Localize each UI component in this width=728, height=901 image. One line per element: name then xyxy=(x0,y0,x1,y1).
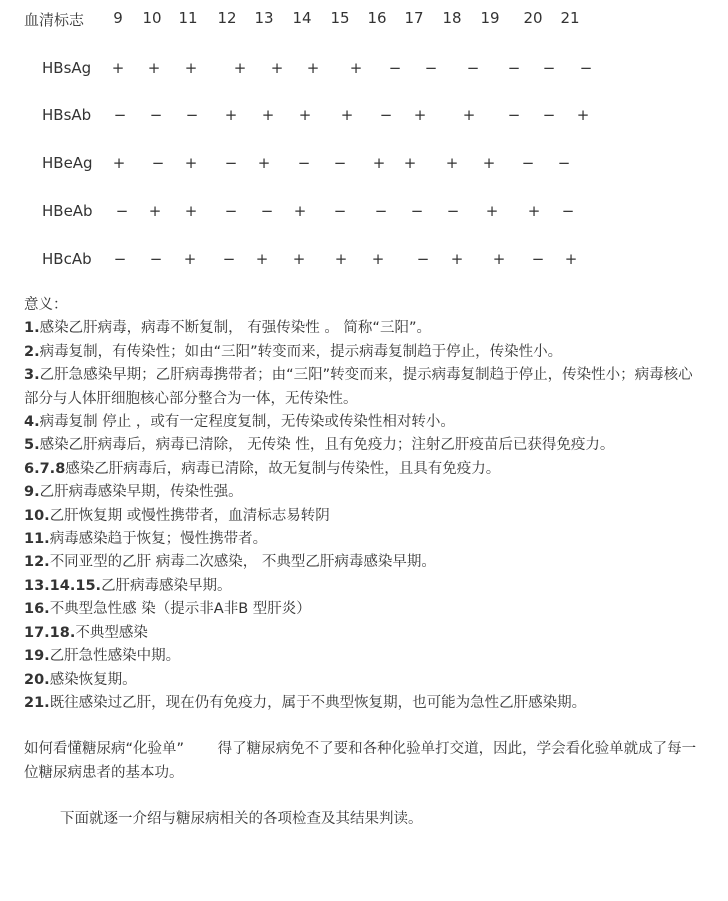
table-cell: − xyxy=(224,154,238,172)
table-cell: − xyxy=(224,202,238,220)
column-header: 10 xyxy=(142,9,162,27)
item-number: 11. xyxy=(24,531,50,548)
table-cell: − xyxy=(557,154,571,172)
table-cell: + xyxy=(403,154,417,172)
item-text: 乙肝病毒感染早期，传染性强。 xyxy=(39,484,243,501)
item-text: 不典型感染 xyxy=(75,624,148,641)
table-cell: + xyxy=(293,202,307,220)
item-number: 4. xyxy=(24,414,40,431)
row-label: HBeAb xyxy=(42,202,93,220)
item-text: 乙肝病毒感染早期。 xyxy=(101,577,232,594)
column-header: 17 xyxy=(404,9,424,27)
item-text: 乙肝恢复期 或慢性携带者，血清标志易转阴 xyxy=(49,507,330,524)
list-item xyxy=(24,692,704,715)
table-cell: − xyxy=(333,154,347,172)
table-cell: + xyxy=(298,106,312,124)
item-number: 16. xyxy=(24,601,50,618)
meaning-list xyxy=(24,317,704,715)
table-cell: − xyxy=(531,250,545,268)
table-cell: − xyxy=(151,154,165,172)
row-label: HBsAb xyxy=(42,106,92,124)
item-number: 6.7.8 xyxy=(24,460,66,477)
column-header: 20 xyxy=(523,9,543,27)
table-cell: − xyxy=(115,202,129,220)
table-cell: − xyxy=(333,202,347,220)
list-item xyxy=(24,622,704,645)
list-item xyxy=(24,458,704,481)
item-number: 19. xyxy=(24,648,50,665)
item-text: 乙肝急感染早期；乙肝病毒携带者；由“三阳”转变而来，提示病毒复制趋于停止，传染性小；病毒核心部分与人体肝细胞核心部分整合为一体，无传染性。 xyxy=(24,367,693,407)
item-text: 病毒复制，有传染性；如由“三阳”转变而来，提示病毒复制趋于停止，传染性小。 xyxy=(39,343,563,360)
table-cell: + xyxy=(462,106,476,124)
table-cell: + xyxy=(564,250,578,268)
meaning-title: 意义： xyxy=(24,297,68,313)
table-cell: + xyxy=(111,59,125,77)
item-text: 乙肝急性感染中期。 xyxy=(49,648,181,665)
table-cell: − xyxy=(113,106,127,124)
table-header-label: 血清标志 xyxy=(24,11,85,29)
column-header: 14 xyxy=(292,9,312,27)
table-cell: − xyxy=(222,250,236,268)
table-cell: − xyxy=(446,202,460,220)
table-cell: + xyxy=(445,154,459,172)
table-cell: + xyxy=(257,154,271,172)
table-cell: + xyxy=(255,250,269,268)
list-item xyxy=(24,551,704,574)
item-number: 9. xyxy=(24,484,40,501)
list-item xyxy=(24,528,704,551)
table-cell: − xyxy=(374,202,388,220)
row-label: HBsAg xyxy=(42,59,92,77)
item-text: 感染恢复期。 xyxy=(49,671,137,688)
item-text: 病毒复制 停止 ，或有一定程度复制，无传染或传染性相对转小。 xyxy=(39,414,455,431)
item-number: 12. xyxy=(24,554,50,571)
item-number: 5. xyxy=(24,437,40,454)
table-cell: + xyxy=(485,202,499,220)
table-cell: + xyxy=(147,59,161,77)
row-label: HBeAg xyxy=(42,154,93,172)
item-text: 既往感染过乙肝，现在仍有免疫力，属于不典型恢复期，也可能为急性乙肝感染期。 xyxy=(49,694,587,711)
table-cell: + xyxy=(482,154,496,172)
item-number: 20. xyxy=(24,671,50,688)
table-cell: + xyxy=(306,59,320,77)
table-cell: + xyxy=(334,250,348,268)
meaning-section xyxy=(24,294,704,832)
row-label: HBcAb xyxy=(42,250,92,268)
table-cell: + xyxy=(112,154,126,172)
column-header: 11 xyxy=(178,9,198,27)
table-cell: + xyxy=(184,154,198,172)
column-header: 19 xyxy=(480,9,500,27)
table-cell: − xyxy=(149,250,163,268)
item-number: 13.14.15. xyxy=(24,577,102,594)
table-cell: − xyxy=(379,106,393,124)
table-cell: + xyxy=(148,202,162,220)
diabetes-paragraph: 如何看懂糖尿病“化验单” 得了糖尿病免不了要和各种化验单打交道，因此，学会看化验单就成了每一位糖尿病患者的基本功。 xyxy=(24,741,697,781)
item-number: 10. xyxy=(24,507,50,524)
table-cell: + xyxy=(576,106,590,124)
table-cell: + xyxy=(340,106,354,124)
item-number: 1. xyxy=(24,320,40,337)
list-item xyxy=(24,645,704,668)
table-cell: − xyxy=(424,59,438,77)
table-cell: + xyxy=(372,154,386,172)
column-header: 12 xyxy=(217,9,237,27)
table-cell: − xyxy=(466,59,480,77)
list-item xyxy=(24,341,704,364)
table-cell: − xyxy=(507,106,521,124)
table-cell: − xyxy=(149,106,163,124)
table-cell: + xyxy=(349,59,363,77)
table-cell: − xyxy=(297,154,311,172)
list-item xyxy=(24,317,704,340)
item-text: 不同亚型的乙肝 病毒二次感染， 不典型乙肝病毒感染早期。 xyxy=(49,554,436,571)
column-header: 13 xyxy=(254,9,274,27)
table-cell: − xyxy=(185,106,199,124)
item-number: 21. xyxy=(24,694,50,711)
list-item xyxy=(24,598,704,621)
table-cell: + xyxy=(261,106,275,124)
list-item xyxy=(24,481,704,504)
table-cell: + xyxy=(184,202,198,220)
column-header: 9 xyxy=(113,9,123,27)
item-text: 感染乙肝病毒后，病毒已清除， 无传染 性，且有免疫力；注射乙肝疫苗后已获得免疫力。 xyxy=(39,437,615,454)
table-cell: + xyxy=(492,250,506,268)
list-item xyxy=(24,364,704,411)
table-cell: + xyxy=(270,59,284,77)
list-item xyxy=(24,411,704,434)
list-item xyxy=(24,669,704,692)
item-text: 感染乙肝病毒后，病毒已清除，故无复制与传染性，且具有免疫力。 xyxy=(65,460,501,477)
table-cell: − xyxy=(113,250,127,268)
list-item xyxy=(24,575,704,598)
list-item xyxy=(24,434,704,457)
item-text: 感染乙肝病毒，病毒不断复制， 有强传染性 。 简称“三阳”。 xyxy=(39,320,431,337)
table-cell: − xyxy=(410,202,424,220)
table-cell: + xyxy=(292,250,306,268)
item-text: 不典型急性感 染（提示非A非B 型肝炎） xyxy=(49,601,311,618)
list-item xyxy=(24,505,704,528)
table-cell: + xyxy=(233,59,247,77)
table-cell: − xyxy=(388,59,402,77)
table-cell: + xyxy=(527,202,541,220)
table-cell: − xyxy=(561,202,575,220)
column-header: 16 xyxy=(367,9,387,27)
table-cell: − xyxy=(579,59,593,77)
table-cell: − xyxy=(260,202,274,220)
table-cell: − xyxy=(416,250,430,268)
table-cell: + xyxy=(183,250,197,268)
table-cell: + xyxy=(184,59,198,77)
table-cell: − xyxy=(507,59,521,77)
table-cell: + xyxy=(224,106,238,124)
table-cell: − xyxy=(542,59,556,77)
table-cell: + xyxy=(371,250,385,268)
column-header: 21 xyxy=(560,9,580,27)
intro-paragraph: 下面就逐一介绍与糖尿病相关的各项检查及其结果判读。 xyxy=(60,811,423,828)
column-header: 15 xyxy=(330,9,350,27)
table-cell: + xyxy=(413,106,427,124)
table-cell: − xyxy=(521,154,535,172)
item-text: 病毒感染趋于恢复；慢性携带者。 xyxy=(49,531,268,548)
item-number: 2. xyxy=(24,343,40,360)
column-header: 18 xyxy=(442,9,462,27)
item-number: 3. xyxy=(24,367,40,384)
table-cell: − xyxy=(542,106,556,124)
table-cell: + xyxy=(450,250,464,268)
item-number: 17.18. xyxy=(24,624,76,641)
